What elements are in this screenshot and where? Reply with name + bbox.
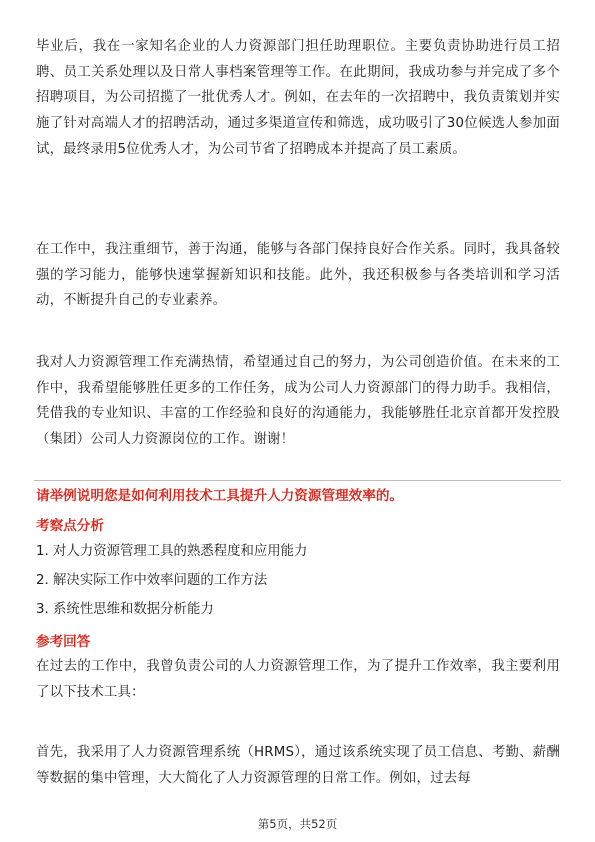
answer-heading: 参考回答 [36, 634, 91, 650]
interview-question: 请举例说明您是如何利用技术工具提升人力资源管理效率的。 [36, 488, 404, 504]
page-number: 第5页，共52页 [257, 817, 338, 831]
analysis-item-3: 3. 系统性思维和数据分析能力 [36, 602, 214, 617]
body-paragraph-3: 我对人力资源管理工作充满热情，希望通过自己的努力，为公司创造价值。在未来的工作中，我希望能够胜任更多的工作任务，成为公司人力资源部门的得力助手。我相信，凭借我的专业知识、丰富的工作经验和良好的沟通能力，我能够胜任北京首都开发控股（集团）公司人力资源岗位的工作。谢谢！ [36, 355, 560, 448]
analysis-item-1: 1. 对人力资源管理工具的熟悉程度和应用能力 [36, 544, 308, 559]
body-paragraph-1: 毕业后，我在一家知名企业的人力资源部门担任助理职位。主要负责协助进行员工招聘、员工关系处理以及日常人事档案管理等工作。在此期间，我成功参与并完成了多个招聘项目，为公司招揽了一批优秀人才。例如，在去年的一次招聘中，我负责策划并实施了针对高端人才的招聘活动，通过多渠道宣传和筛选，成功吸引了30位候选人参加面试，最终录用5位优秀人才，为公司节省了招聘成本并提高了员工素质。 [36, 39, 560, 157]
answer-paragraph-1: 在过去的工作中，我曾负责公司的人力资源管理工作，为了提升工作效率，我主要利用了以下技术工具： [36, 659, 560, 700]
answer-paragraph-2: 首先，我采用了人力资源管理系统（HRMS），通过该系统实现了员工信息、考勤、薪酬等数据的集中管理，大大简化了人力资源管理的日常工作。例如，过去每 [36, 745, 560, 786]
body-paragraph-2: 在工作中，我注重细节，善于沟通，能够与各部门保持良好合作关系。同时，我具备较强的学习能力，能够快速掌握新知识和技能。此外，我还积极参与各类培训和学习活动，不断提升自己的专业素养。 [36, 242, 560, 309]
analysis-heading: 考察点分析 [36, 518, 104, 534]
section-divider [34, 480, 561, 481]
analysis-item-2: 2. 解决实际工作中效率问题的工作方法 [36, 573, 268, 588]
